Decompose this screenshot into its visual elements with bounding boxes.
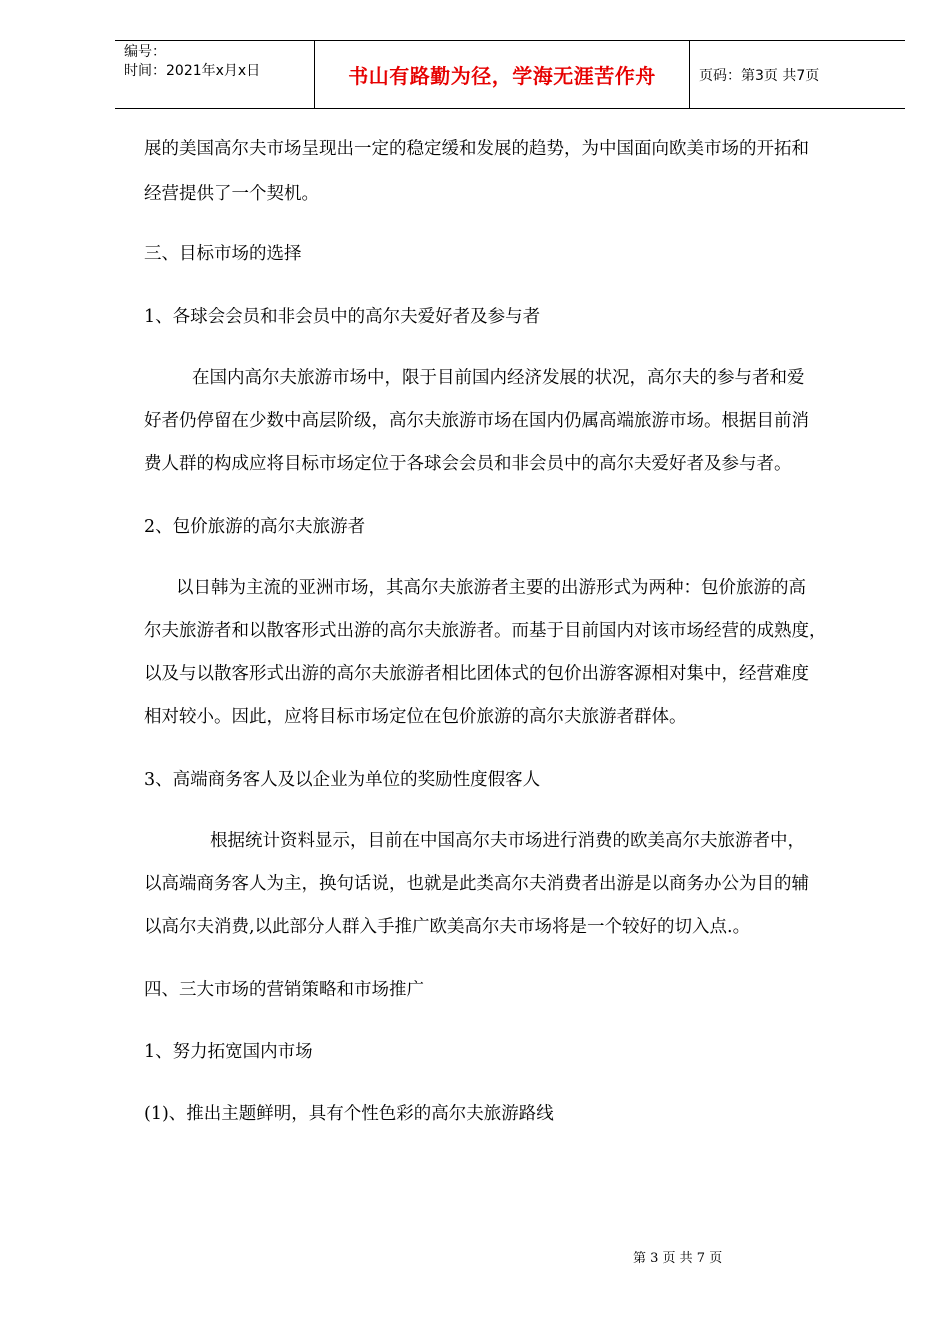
body-line: 尔夫旅游者和以散客形式出游的高尔夫旅游者。而基于目前国内对该市场经营的成熟度， [144,621,827,641]
body-line: 展的美国高尔夫市场呈现出一定的稳定缓和发展的趋势，为中国面向欧美市场的开拓和 [144,139,809,159]
body-line: 根据统计资料显示，目前在中国高尔夫市场进行消费的欧美高尔夫旅游者中， [210,831,805,851]
document-time-label: 时间：2021年x月x日 [124,63,261,79]
section-heading: 三、目标市场的选择 [144,244,302,264]
document-number-label: 编号： [124,44,166,60]
body-line: 以高尔夫消费,以此部分人群入手推广欧美高尔夫市场将是一个较好的切入点.。 [144,917,751,937]
subsection-heading: 1、各球会会员和非会员中的高尔夫爱好者及参与者 [144,307,541,327]
body-line: 经营提供了一个契机。 [144,184,319,204]
header-page-info: 页码：第3页 共7页 [699,67,820,84]
body-line: 好者仍停留在少数中高层阶级，高尔夫旅游市场在国内仍属高端旅游市场。根据目前消 [144,411,809,431]
subsection-heading: (1)、推出主题鲜明，具有个性色彩的高尔夫旅游路线 [144,1104,554,1124]
body-line: 相对较小。因此，应将目标市场定位在包价旅游的高尔夫旅游者群体。 [144,707,687,727]
section-heading: 四、三大市场的营销策略和市场推广 [144,980,424,1000]
subsection-heading: 1、努力拓宽国内市场 [144,1042,313,1062]
body-line: 费人群的构成应将目标市场定位于各球会会员和非会员中的高尔夫爱好者及参与者。 [144,454,792,474]
page-footer: 第 3 页 共 7 页 [633,1251,723,1266]
body-line: 在国内高尔夫旅游市场中，限于目前国内经济发展的状况，高尔夫的参与者和爱 [192,368,805,388]
subsection-heading: 3、高端商务客人及以企业为单位的奖励性度假客人 [144,770,541,790]
body-line: 以高端商务客人为主，换句话说，也就是此类高尔夫消费者出游是以商务办公为目的辅 [144,874,809,894]
header-motto: 书山有路勤为径，学海无涯苦作舟 [348,64,656,88]
body-line: 以日韩为主流的亚洲市场，其高尔夫旅游者主要的出游形式为两种：包价旅游的高 [176,578,806,598]
body-line: 以及与以散客形式出游的高尔夫旅游者相比团体式的包价出游客源相对集中，经营难度 [144,664,809,684]
subsection-heading: 2、包价旅游的高尔夫旅游者 [144,517,366,537]
